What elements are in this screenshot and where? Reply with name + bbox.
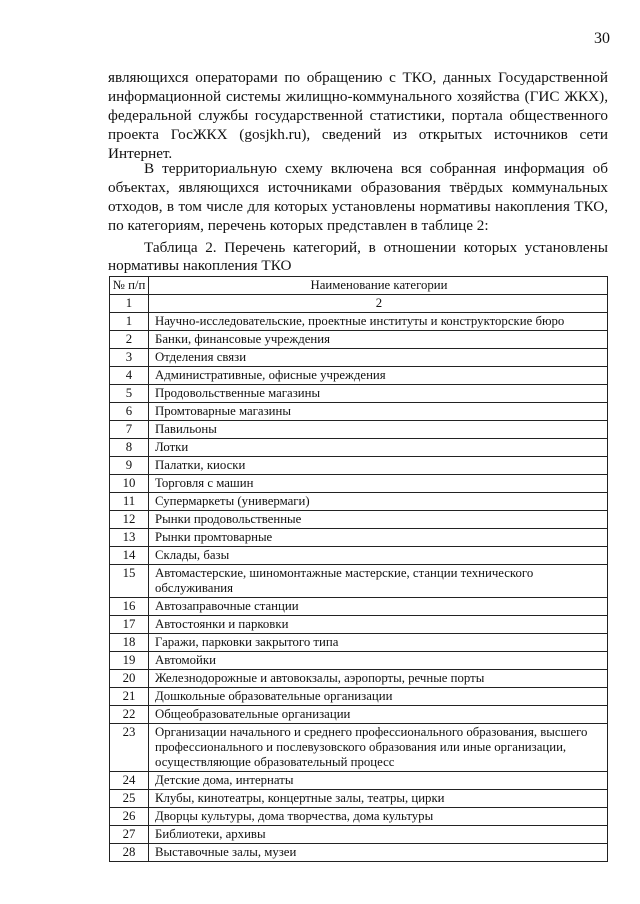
row-number: 23	[110, 724, 149, 772]
row-number: 22	[110, 706, 149, 724]
column-number-1: 1	[110, 295, 149, 313]
row-category-name: Супермаркеты (универмаги)	[149, 493, 608, 511]
row-number: 8	[110, 439, 149, 457]
table-row	[110, 439, 608, 457]
table-row	[110, 634, 608, 652]
row-category-name: Промтоварные магазины	[149, 403, 608, 421]
table-row	[110, 331, 608, 349]
table-row	[110, 529, 608, 547]
categories-table	[109, 276, 608, 862]
row-category-name: Автомойки	[149, 652, 608, 670]
row-number: 27	[110, 826, 149, 844]
row-number: 10	[110, 475, 149, 493]
row-number: 1	[110, 313, 149, 331]
row-category-name: Палатки, киоски	[149, 457, 608, 475]
row-category-name: Рынки промтоварные	[149, 529, 608, 547]
table-row	[110, 616, 608, 634]
row-category-name: Библиотеки, архивы	[149, 826, 608, 844]
row-number: 18	[110, 634, 149, 652]
row-number: 11	[110, 493, 149, 511]
table-row	[110, 475, 608, 493]
row-number: 4	[110, 367, 149, 385]
column-number-2: 2	[149, 295, 608, 313]
row-category-name: Отделения связи	[149, 349, 608, 367]
row-category-name: Лотки	[149, 439, 608, 457]
row-number: 12	[110, 511, 149, 529]
table-row	[110, 565, 608, 598]
row-category-name: Гаражи, парковки закрытого типа	[149, 634, 608, 652]
row-number: 25	[110, 790, 149, 808]
row-number: 5	[110, 385, 149, 403]
row-number: 2	[110, 331, 149, 349]
row-number: 16	[110, 598, 149, 616]
row-category-name: Железнодорожные и автовокзалы, аэропорты, речные порты	[149, 670, 608, 688]
table-row	[110, 598, 608, 616]
table-row	[110, 790, 608, 808]
table-row	[110, 511, 608, 529]
row-number: 9	[110, 457, 149, 475]
row-category-name: Павильоны	[149, 421, 608, 439]
table-row	[110, 385, 608, 403]
row-number: 17	[110, 616, 149, 634]
table-row	[110, 313, 608, 331]
row-category-name: Дошкольные образовательные организации	[149, 688, 608, 706]
table-row	[110, 652, 608, 670]
table-row	[110, 493, 608, 511]
row-category-name: Детские дома, интернаты	[149, 772, 608, 790]
column-number-row	[110, 295, 608, 313]
paragraph-1: являющихся операторами по обращению с ТКО, данных Государственной информационной системы жилищно-коммунального хозяйства (ГИС ЖКХ), федеральной службы государственной статистики, портала общественного проекта ГосЖКХ (gosjkh.ru), сведений из открытых источников сети Интернет.	[108, 69, 608, 162]
row-number: 6	[110, 403, 149, 421]
table-row	[110, 688, 608, 706]
header-category-name: Наименование категории	[149, 277, 608, 295]
header-number: № п/п	[110, 277, 149, 295]
row-category-name: Автостоянки и парковки	[149, 616, 608, 634]
table-row	[110, 724, 608, 772]
row-category-name: Административные, офисные учреждения	[149, 367, 608, 385]
table-row	[110, 772, 608, 790]
row-number: 24	[110, 772, 149, 790]
row-category-name: Рынки продовольственные	[149, 511, 608, 529]
row-number: 19	[110, 652, 149, 670]
row-number: 13	[110, 529, 149, 547]
row-category-name: Клубы, кинотеатры, концертные залы, театры, цирки	[149, 790, 608, 808]
row-number: 26	[110, 808, 149, 826]
row-category-name: Склады, базы	[149, 547, 608, 565]
row-category-name: Научно-исследовательские, проектные институты и конструкторские бюро	[149, 313, 608, 331]
row-category-name: Продовольственные магазины	[149, 385, 608, 403]
row-category-name: Торговля с машин	[149, 475, 608, 493]
table-row	[110, 349, 608, 367]
row-category-name: Дворцы культуры, дома творчества, дома культуры	[149, 808, 608, 826]
table-row	[110, 421, 608, 439]
row-number: 14	[110, 547, 149, 565]
row-number: 21	[110, 688, 149, 706]
table-caption: Таблица 2. Перечень категорий, в отношении которых установлены нормативы накопления ТКО	[108, 239, 608, 274]
row-number: 28	[110, 844, 149, 862]
table-row	[110, 808, 608, 826]
row-number: 15	[110, 565, 149, 598]
table-row	[110, 706, 608, 724]
paragraph-2: В территориальную схему включена вся собранная информация об объектах, являющихся источниками образования твёрдых коммунальных отходов, в том числе для которых установлены нормативы накопления ТКО, по категориям, перечень которых представлен в таблице 2:	[108, 160, 608, 234]
row-category-name: Выставочные залы, музеи	[149, 844, 608, 862]
row-category-name: Автомастерские, шиномонтажные мастерские, станции технического обслуживания	[149, 565, 608, 598]
row-number: 7	[110, 421, 149, 439]
table-row	[110, 403, 608, 421]
row-category-name: Автозаправочные станции	[149, 598, 608, 616]
table-row	[110, 367, 608, 385]
row-category-name: Банки, финансовые учреждения	[149, 331, 608, 349]
row-number: 3	[110, 349, 149, 367]
row-category-name: Организации начального и среднего профессионального образования, высшего профессионального и послевузовского образования или иные организации, осуществляющие образовательный процесс	[149, 724, 608, 772]
row-number: 20	[110, 670, 149, 688]
table-row	[110, 670, 608, 688]
table-row	[110, 457, 608, 475]
table-row	[110, 826, 608, 844]
table-row	[110, 547, 608, 565]
row-category-name: Общеобразовательные организации	[149, 706, 608, 724]
page-number: 30	[594, 30, 610, 47]
table-header-row	[110, 277, 608, 295]
table-row	[110, 844, 608, 862]
table-body	[110, 313, 608, 862]
